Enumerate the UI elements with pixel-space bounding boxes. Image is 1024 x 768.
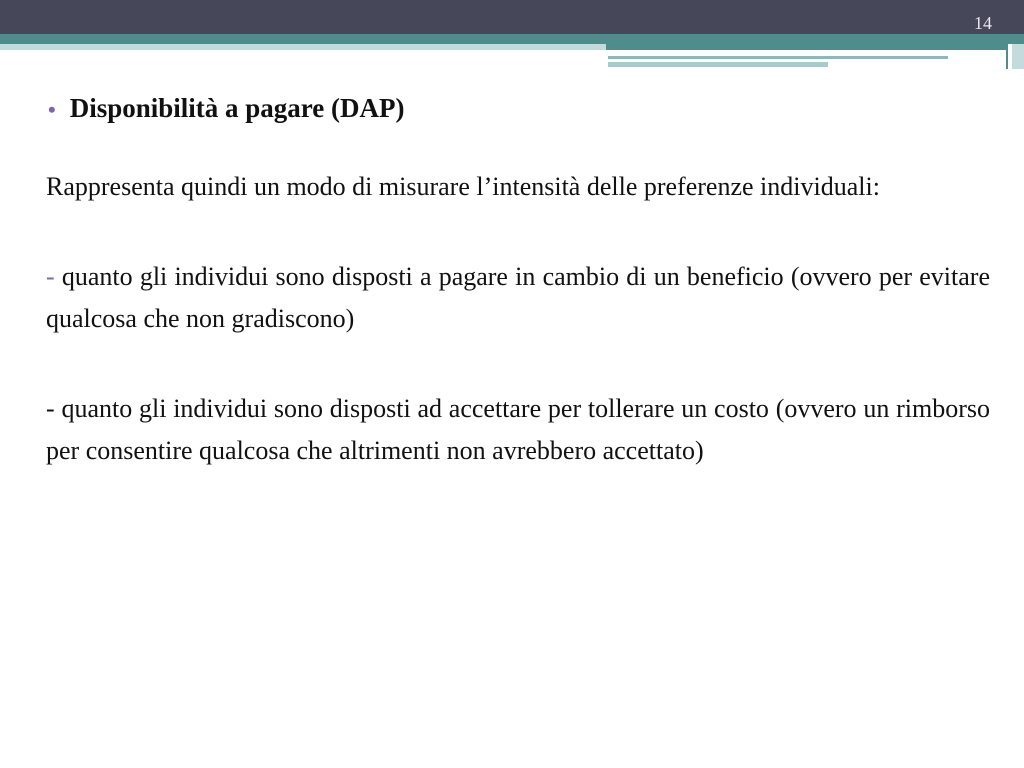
paragraph-willingness-to-pay-text: quanto gli individui sono disposti a pagare in cambio di un beneficio (ovvero per evitare qualcosa che non gradiscono) [46, 262, 990, 333]
header-light-band [0, 44, 606, 50]
slide-number: 14 [974, 13, 992, 33]
dash-marker: - [46, 394, 55, 423]
paragraph-intro-text: Rappresenta quindi un modo di misurare l’intensità delle preferenze individuali: [46, 172, 880, 201]
paragraph-willingness-to-accept-text: quanto gli individui sono disposti ad accettare per tollerare un costo (ovvero un rimborso per consentire qualcosa che altrimenti non avrebbero accettato) [46, 394, 990, 465]
slide-content [46, 86, 990, 472]
slide-heading-bullet [46, 86, 990, 132]
header-stripe-c [608, 62, 828, 67]
paragraph-intro [46, 166, 990, 208]
header-stripe-vertical [1006, 44, 1008, 69]
header-teal-band [0, 34, 1024, 44]
header-stripe-a [606, 44, 1006, 50]
header-dark-band [0, 0, 1024, 34]
slide-heading: Disponibilità a pagare (DAP) [69, 93, 405, 123]
bullet-dot-icon: • [48, 97, 56, 122]
header-stripe-vertical-light [1012, 44, 1024, 69]
header-stripe-b [608, 56, 948, 59]
dash-marker: - [46, 262, 55, 291]
paragraph-willingness-to-pay [46, 256, 990, 340]
paragraph-willingness-to-accept [46, 388, 990, 472]
